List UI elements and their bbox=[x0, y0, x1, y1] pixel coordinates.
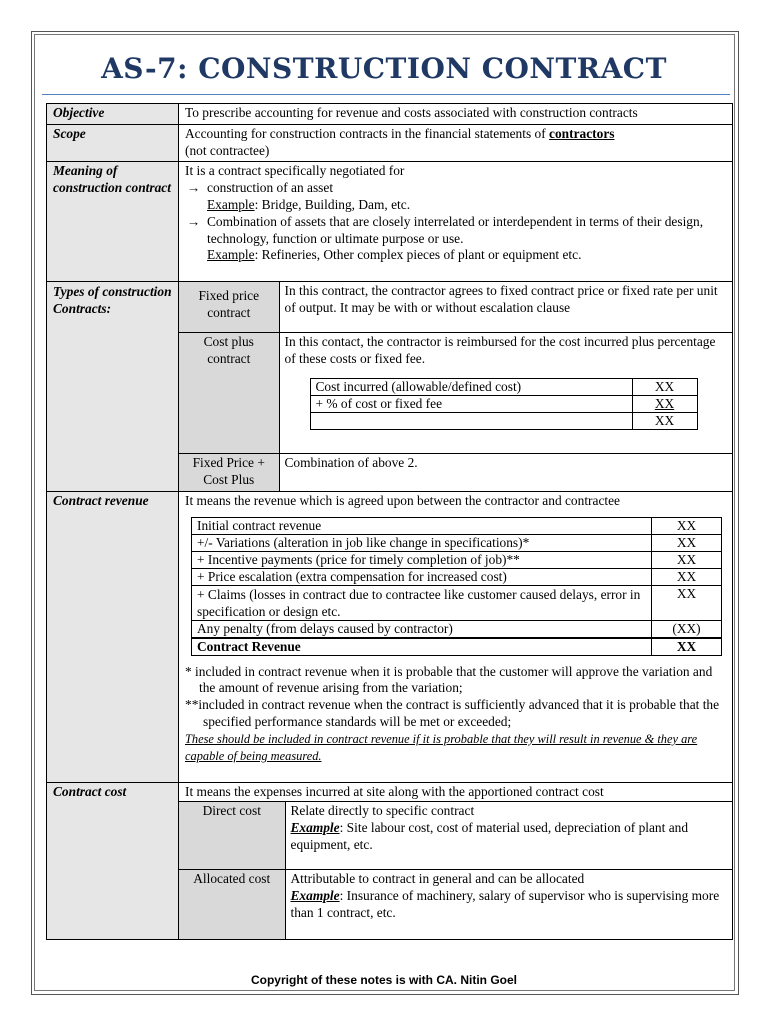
allocated-cost-label: Allocated cost bbox=[179, 870, 285, 940]
objective-row bbox=[47, 104, 733, 125]
calc-row bbox=[310, 378, 697, 395]
meaning-label: Meaning of construction contract bbox=[47, 162, 179, 282]
allocated-cost-example-text: : Insurance of machinery, salary of supervisor who is supervising more than 1 contract, etc. bbox=[290, 887, 720, 920]
direct-cost-row bbox=[179, 802, 732, 870]
cost-plus-row bbox=[179, 333, 732, 454]
meaning-item1-text: construction of an asset bbox=[207, 180, 334, 196]
example-label: Example bbox=[290, 887, 340, 903]
example-label: Example bbox=[207, 196, 255, 212]
revenue-label: Contract revenue bbox=[47, 491, 179, 783]
meaning-item2-text: Combination of assets that are closely interrelated or interdependent in terms of their design, technology, function or ultimate purpose or use. bbox=[207, 213, 704, 246]
meaning-item-asset bbox=[185, 180, 727, 197]
cost-subtable bbox=[179, 801, 732, 939]
calc-row bbox=[310, 412, 697, 429]
revenue-total-row bbox=[192, 638, 722, 656]
revenue-calc-row bbox=[192, 585, 722, 620]
example-label: Example bbox=[290, 819, 340, 835]
calc-amount: XX bbox=[632, 378, 697, 395]
revenue-calc-row bbox=[192, 568, 722, 585]
revenue-calc-table bbox=[191, 517, 722, 656]
types-label: Types of construction Contracts: bbox=[47, 282, 179, 492]
example-label: Example bbox=[207, 247, 255, 263]
fixed-price-text: In this contract, the contractor agrees to fixed contract price or fixed rate per unit of output. It may be with or without escalation clause bbox=[279, 282, 732, 333]
arrow-right-icon: → bbox=[187, 213, 201, 229]
meaning-example1 bbox=[185, 197, 727, 214]
revenue-intro: It means the revenue which is agreed upon between the contractor and contractee bbox=[185, 492, 620, 508]
objective-text: To prescribe accounting for revenue and costs associated with construction contracts bbox=[179, 104, 733, 125]
revenue-amount: XX bbox=[652, 568, 722, 585]
arrow-right-icon: → bbox=[187, 180, 201, 196]
revenue-item: + Claims (losses in contract due to contractee like customer caused delays, error in specification or design etc. bbox=[192, 585, 652, 620]
cost-row bbox=[47, 783, 733, 940]
fixed-price-label: Fixed price contract bbox=[179, 282, 279, 333]
cost-plus-content bbox=[279, 333, 732, 454]
revenue-item: Any penalty (from delays caused by contractor) bbox=[192, 620, 652, 638]
cost-plus-calc-table bbox=[310, 378, 698, 430]
allocated-cost-example bbox=[291, 888, 728, 922]
types-row bbox=[47, 282, 733, 492]
scope-text bbox=[179, 124, 733, 162]
calc-item: + % of cost or fixed fee bbox=[310, 395, 632, 412]
revenue-item: Initial contract revenue bbox=[192, 517, 652, 534]
cost-plus-label: Cost plus contract bbox=[179, 333, 279, 454]
meaning-content bbox=[179, 162, 733, 282]
objective-label: Objective bbox=[47, 104, 179, 125]
calc-row bbox=[310, 395, 697, 412]
revenue-item: + Incentive payments (price for timely completion of job)** bbox=[192, 551, 652, 568]
types-content bbox=[179, 282, 733, 492]
revenue-content bbox=[179, 491, 733, 783]
scope-row bbox=[47, 124, 733, 162]
cost-intro: It means the expenses incurred at site along with the apportioned contract cost bbox=[185, 784, 604, 800]
direct-cost-example bbox=[291, 820, 728, 854]
meaning-example1-text: : Bridge, Building, Dam, etc. bbox=[254, 196, 411, 212]
direct-cost-line1: Relate directly to specific contract bbox=[290, 803, 475, 819]
scope-text-before: Accounting for construction contracts in the financial statements of bbox=[185, 125, 550, 141]
meaning-row bbox=[47, 162, 733, 282]
revenue-note-measurement: These should be included in contract revenue if it is probable that they will result in revenue & they are capable of being measured. bbox=[185, 731, 698, 763]
cost-content bbox=[179, 783, 733, 940]
revenue-total-amount: XX bbox=[652, 638, 722, 656]
revenue-calc-row bbox=[192, 534, 722, 551]
copyright-footer: Copyright of these notes is with CA. Nitin Goel bbox=[250, 973, 517, 987]
revenue-row bbox=[47, 491, 733, 783]
title-divider bbox=[42, 94, 730, 95]
cost-plus-text: In this contact, the contractor is reimbursed for the cost incurred plus percentage of these costs or fixed fee. bbox=[284, 334, 716, 366]
allocated-cost-content bbox=[285, 870, 732, 940]
calc-item: Cost incurred (allowable/defined cost) bbox=[310, 378, 632, 395]
revenue-item: +/- Variations (alteration in job like change in specifications)* bbox=[192, 534, 652, 551]
meaning-example2-text: : Refineries, Other complex pieces of plant or equipment etc. bbox=[254, 247, 582, 263]
revenue-item: + Price escalation (extra compensation for increased cost) bbox=[192, 568, 652, 585]
combo-row bbox=[179, 454, 732, 491]
combo-text: Combination of above 2. bbox=[279, 454, 732, 491]
meaning-intro: It is a contract specifically negotiated for bbox=[185, 163, 405, 179]
meaning-example2 bbox=[185, 247, 727, 264]
combo-label: Fixed Price + Cost Plus bbox=[179, 454, 279, 491]
fixed-price-row bbox=[179, 282, 732, 333]
revenue-total-label: Contract Revenue bbox=[192, 638, 652, 656]
revenue-calc-row bbox=[192, 551, 722, 568]
revenue-note-variation: * included in contract revenue when it is probable that the customer will approve the variation and the amount of revenue arising from the variation; bbox=[185, 663, 713, 696]
calc-amount: XX bbox=[632, 395, 697, 412]
scope-emphasis: contractors bbox=[549, 125, 615, 141]
revenue-amount: XX bbox=[652, 551, 722, 568]
revenue-amount: XX bbox=[652, 585, 722, 620]
revenue-amount: (XX) bbox=[652, 620, 722, 638]
revenue-calc-row bbox=[192, 517, 722, 534]
allocated-cost-row bbox=[179, 870, 732, 940]
cost-label: Contract cost bbox=[47, 783, 179, 940]
allocated-cost-line1: Attributable to contract in general and can be allocated bbox=[290, 871, 585, 887]
calc-amount: XX bbox=[632, 412, 697, 429]
scope-label: Scope bbox=[47, 124, 179, 162]
calc-item bbox=[310, 412, 632, 429]
revenue-calc-row bbox=[192, 620, 722, 638]
revenue-note-incentive: **included in contract revenue when the contract is sufficiently advanced that it is probable that the specified performance standards will be met or exceeded; bbox=[185, 697, 720, 729]
revenue-amount: XX bbox=[652, 517, 722, 534]
scope-text-after: (not contractee) bbox=[185, 142, 270, 158]
page-title: AS-7: CONSTRUCTION CONTRACT bbox=[101, 52, 667, 85]
meaning-item-combination bbox=[185, 214, 727, 248]
contract-notes-table bbox=[46, 103, 733, 940]
direct-cost-label: Direct cost bbox=[179, 802, 285, 870]
revenue-amount: XX bbox=[652, 534, 722, 551]
direct-cost-example-text: : Site labour cost, cost of material used, depreciation of plant and equipment, etc. bbox=[290, 819, 689, 852]
direct-cost-content bbox=[285, 802, 732, 870]
types-subtable bbox=[179, 282, 732, 491]
